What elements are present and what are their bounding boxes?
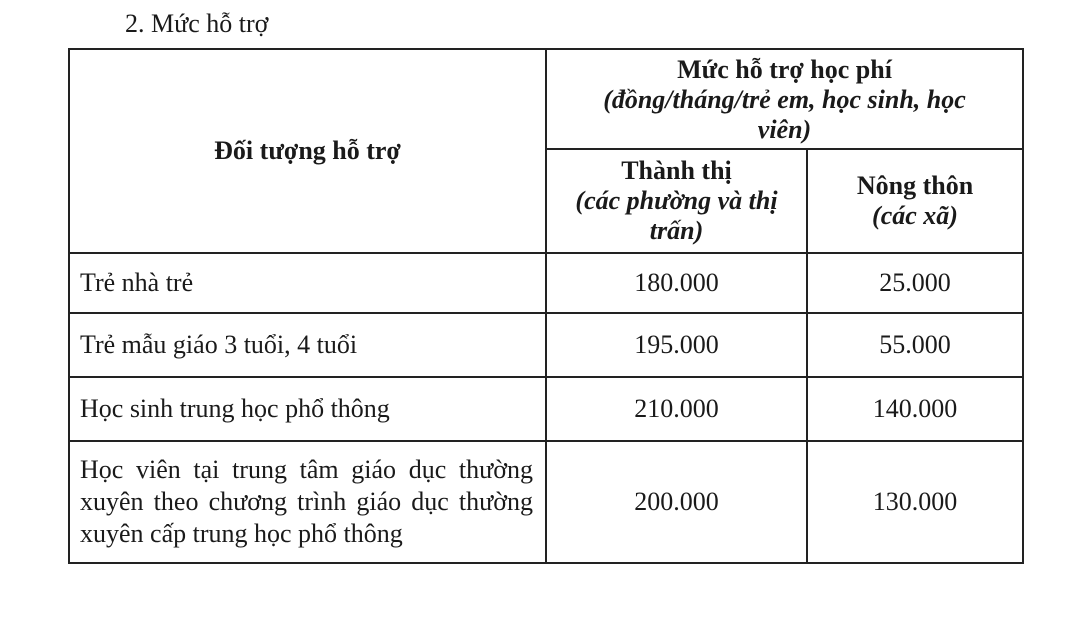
header-urban-title: Thành thị (621, 156, 732, 185)
row-urban-value: 210.000 (546, 377, 807, 441)
table-row (69, 377, 1023, 441)
row-urban-value: 180.000 (546, 253, 807, 313)
row-urban-value: 200.000 (546, 441, 807, 563)
header-rural-subtitle: (các xã) (872, 201, 958, 230)
header-rural-title: Nông thôn (856, 171, 974, 200)
header-group-subtitle: (đồng/tháng/trẻ em, học sinh, học viên) (603, 85, 966, 144)
header-group-cell (546, 49, 1023, 149)
row-object: Học sinh trung học phổ thông (69, 377, 546, 441)
row-rural-value: 55.000 (807, 313, 1023, 377)
header-object-cell: Đối tượng hỗ trợ (69, 49, 546, 253)
row-object: Trẻ mẫu giáo 3 tuổi, 4 tuổi (69, 313, 546, 377)
header-urban-subtitle: (các phường và thị trấn) (575, 186, 778, 245)
support-table (68, 48, 1024, 564)
section-heading: 2. Mức hỗ trợ (125, 9, 269, 38)
table-header-row (69, 49, 1023, 149)
table-row (69, 313, 1023, 377)
row-object: Trẻ nhà trẻ (69, 253, 546, 313)
header-group-title: Mức hỗ trợ học phí (677, 55, 892, 84)
row-rural-value: 140.000 (807, 377, 1023, 441)
row-urban-value: 195.000 (546, 313, 807, 377)
row-object: Học viên tại trung tâm giáo dục thường xuyên theo chương trình giáo dục thường xuyên cấp trung học phổ thông (69, 441, 546, 563)
header-rural-cell (807, 149, 1023, 253)
table-row (69, 441, 1023, 563)
header-urban-cell (546, 149, 807, 253)
row-rural-value: 25.000 (807, 253, 1023, 313)
table-row (69, 253, 1023, 313)
row-rural-value: 130.000 (807, 441, 1023, 563)
